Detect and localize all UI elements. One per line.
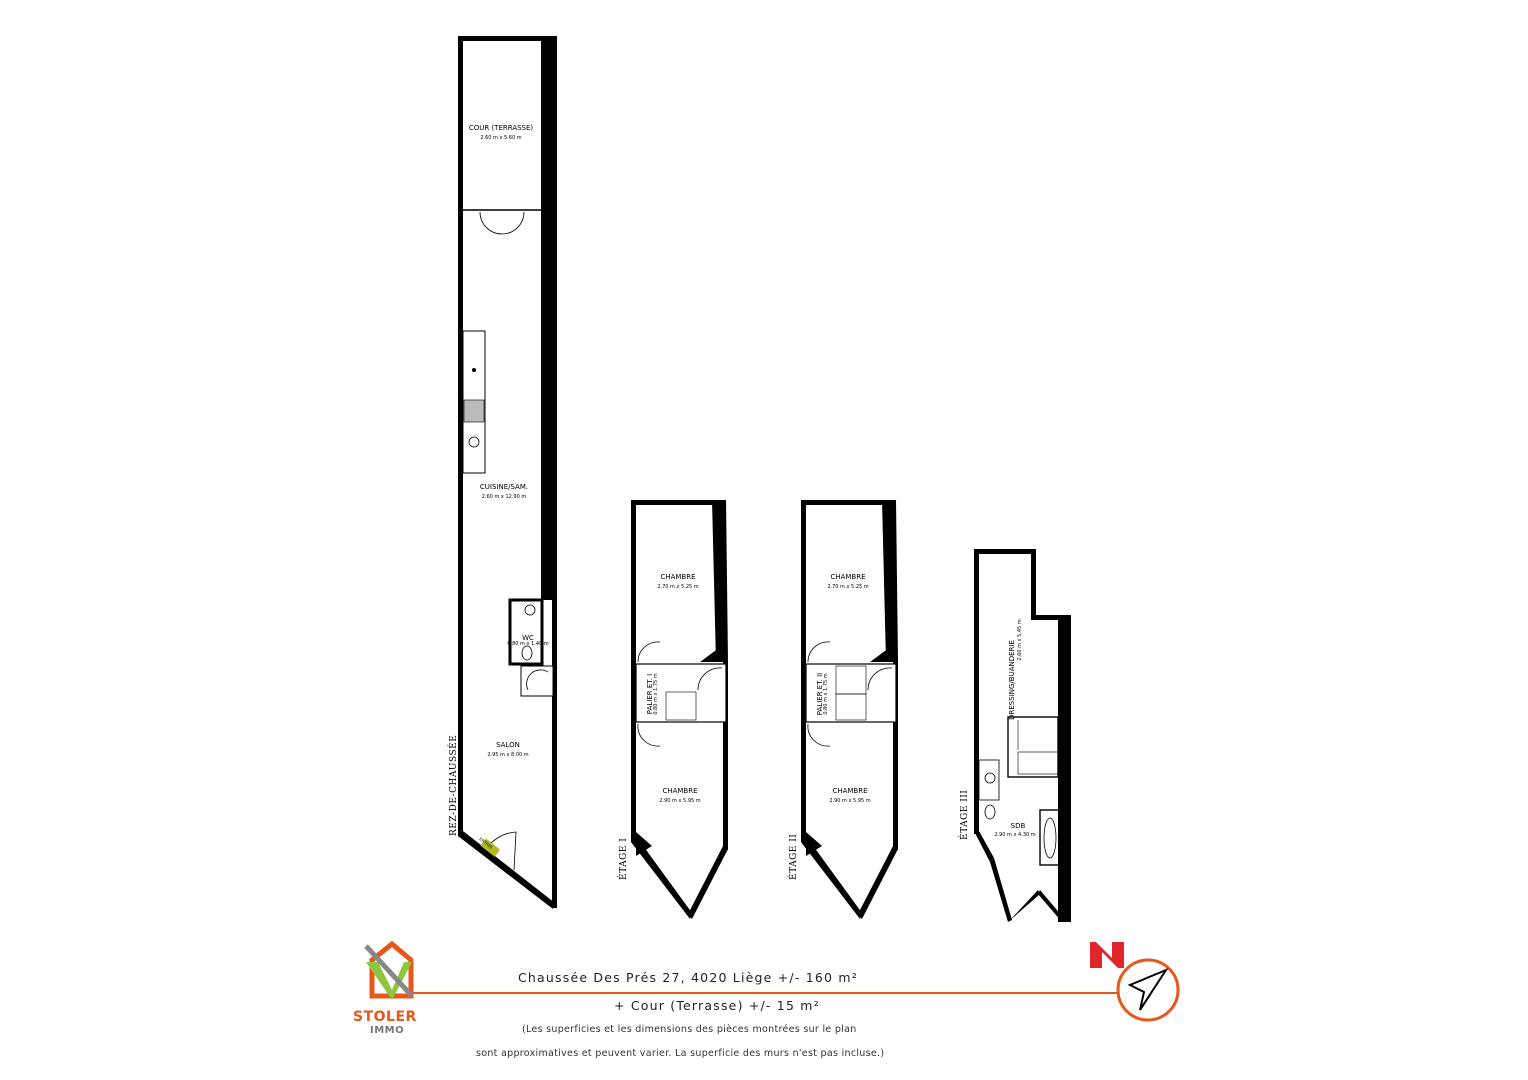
room-sdb-dim: 2.90 m x 4.30 m: [994, 832, 1036, 838]
disclaimer-line-2: sont approximatives et peuvent varier. La superficie des murs n'est pas incluse.): [476, 1048, 885, 1059]
brand-sub: IMMO: [370, 1025, 405, 1036]
level-etage-3: [974, 549, 1071, 922]
room-wc-dim: 0.80 m x 1.40 m: [507, 641, 549, 647]
level-etage-1-label: ÉTAGE I: [619, 837, 629, 880]
room-dressing-label: DRESSING/BUANDERIE: [1008, 640, 1016, 720]
room-chambre-2a-label: CHAMBRE: [830, 573, 866, 581]
disclaimer-line-1: (Les superficies et les dimensions des pièces montrées sur le plan: [522, 1024, 857, 1035]
room-chambre-2a-dim: 2.70 m x 5.25 m: [827, 584, 869, 590]
room-wc-label: WC: [522, 634, 534, 642]
brand-name: STOLER: [353, 1009, 417, 1025]
room-chambre-1a-label: CHAMBRE: [660, 573, 696, 581]
room-chambre-1b-label: CHAMBRE: [662, 787, 698, 795]
level-ground-floor: [458, 36, 557, 909]
room-palier-1-label: PALIER ET. I: [646, 673, 654, 715]
room-sdb-label: SDB: [1010, 822, 1026, 830]
address-line-2: + Cour (Terrasse) +/- 15 m²: [614, 998, 820, 1013]
room-cuisine-dim: 2.60 m x 12.90 m: [481, 494, 527, 500]
room-cour-dim: 2.60 m x 5.60 m: [480, 135, 522, 141]
room-chambre-2b-dim: 2.90 m x 5.95 m: [829, 798, 871, 804]
address-line-1: Chaussée Des Prés 27, 4020 Liège +/- 160 m²: [518, 970, 858, 985]
room-dressing-dim: 2.60 m x 5.45 m: [1017, 619, 1023, 661]
room-cour-label: COUR (TERRASSE): [468, 124, 534, 132]
room-chambre-1b-dim: 2.90 m x 5.95 m: [659, 798, 701, 804]
level-ground-label: REZ-DE-CHAUSSÉE: [449, 734, 459, 836]
stoler-logo: [366, 944, 412, 1000]
room-cuisine-label: CUISINE/SAM.: [479, 483, 529, 491]
room-salon-label: SALON: [496, 741, 520, 749]
room-palier-2-dim: 0.80 m x 1.75 m: [823, 673, 829, 715]
level-etage-2-label: ÉTAGE II: [789, 833, 799, 880]
room-palier-2-label: PALIER ET. II: [816, 672, 824, 716]
level-etage-3-label: ÉTAGE III: [960, 789, 970, 840]
north-arrow-icon: [1090, 942, 1178, 1020]
room-salon-dim: 2.95 m x 8.00 m: [487, 752, 529, 758]
room-chambre-2b-label: CHAMBRE: [832, 787, 868, 795]
room-chambre-1a-dim: 2.70 m x 5.25 m: [657, 584, 699, 590]
room-palier-1-dim: 0.80 m x 1.75 m: [653, 673, 659, 715]
entry-label: ENTRÉE: [478, 836, 494, 850]
